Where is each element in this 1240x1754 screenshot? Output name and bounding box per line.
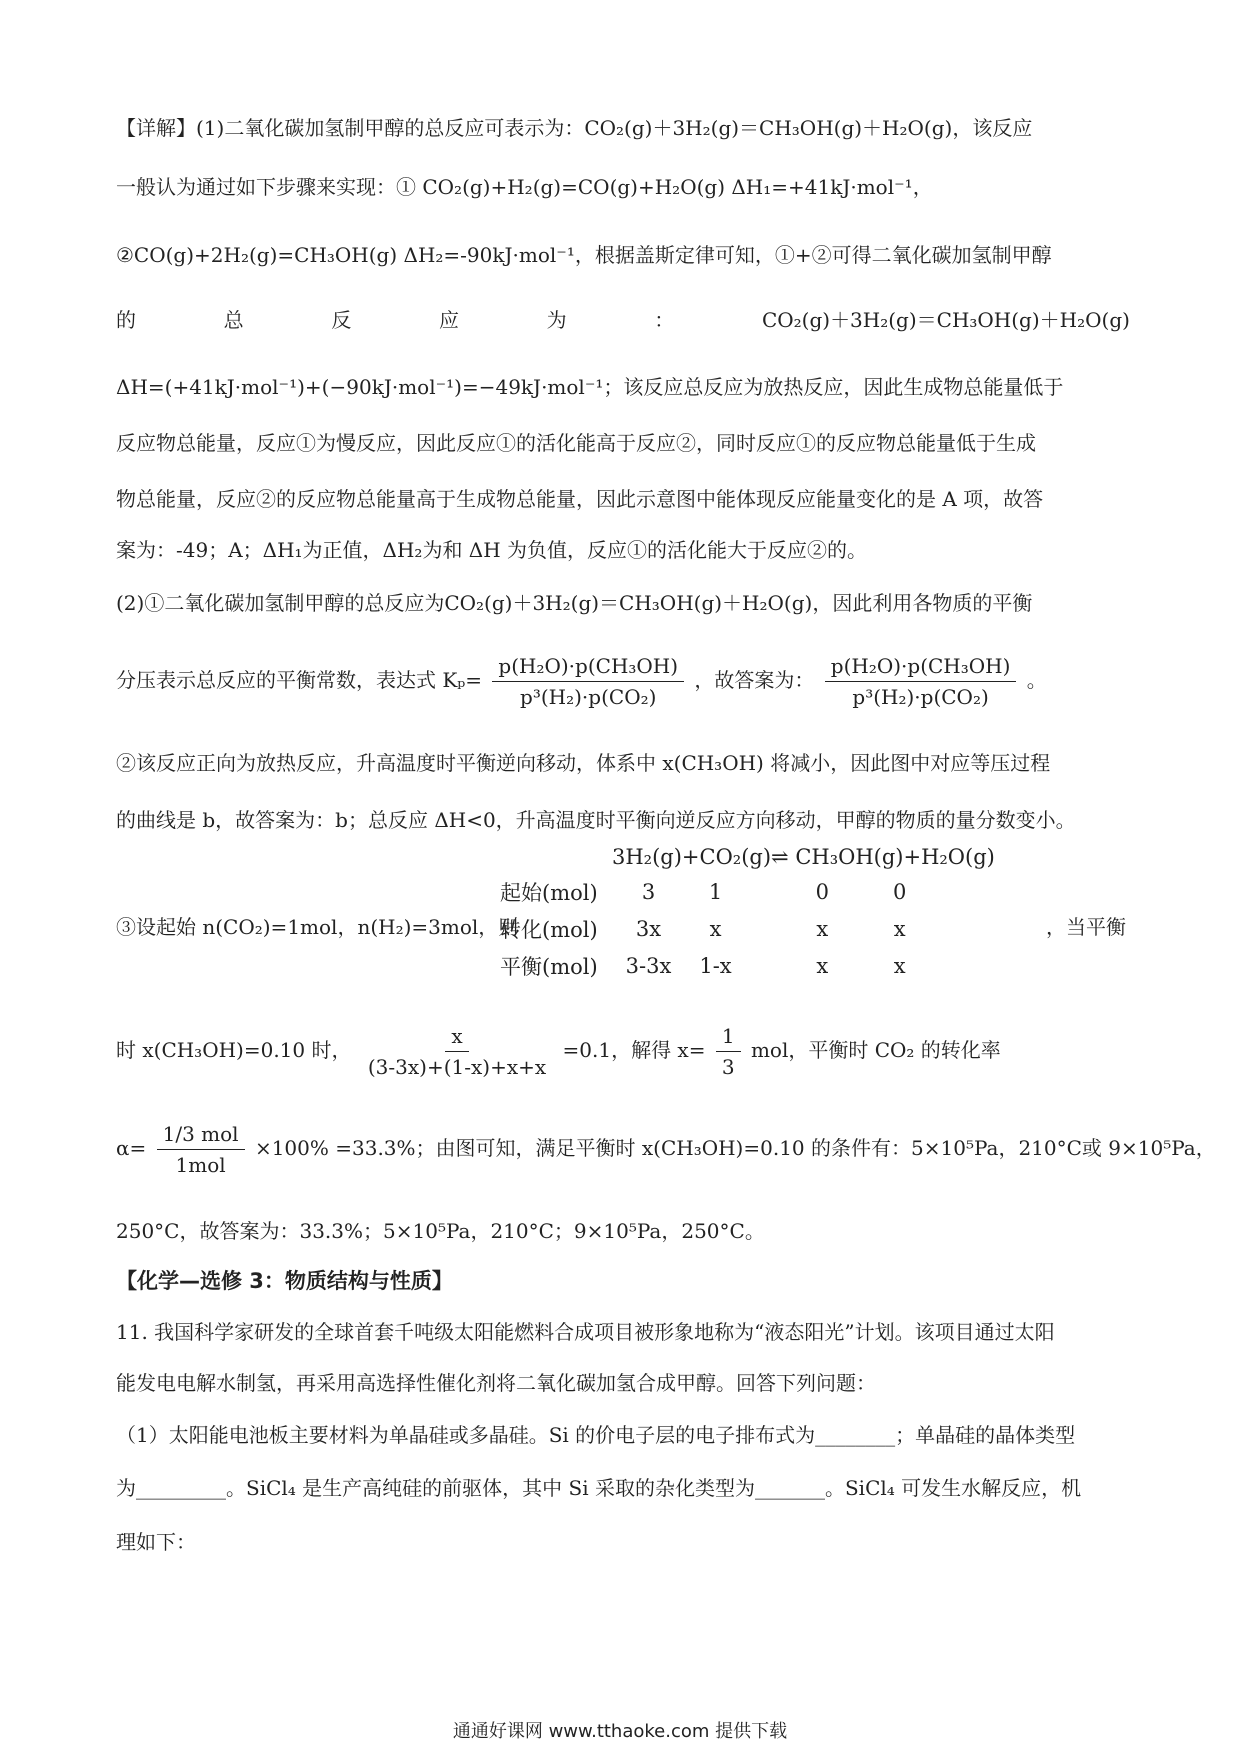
- text-span: ，故答案为：: [694, 668, 815, 692]
- text-line: 的曲线是 b，故答案为：b；总反应 ΔH<0，升高温度时平衡向逆反应方向移动，甲醇的物质的量分数变小。: [116, 808, 1076, 832]
- kp-denominator: p³(H₂)·p(CO₂): [852, 685, 989, 709]
- kp-fraction-answer: [825, 653, 1017, 710]
- text-line: ②CO(g)+2H₂(g)=CH₃OH(g) ΔH₂=-90kJ·mol⁻¹，根据盖斯定律可知，①+②可得二氧化碳加氢制甲醇: [116, 243, 1052, 267]
- row-label: 转化(mol): [500, 917, 598, 942]
- section-heading: 【化学—选修 3：物质结构与性质】: [116, 1269, 453, 1293]
- table-cell: 1: [708, 879, 723, 904]
- mole-fraction: [362, 1023, 552, 1080]
- text-line: 物总能量，反应②的反应物总能量高于生成物总能量，因此示意图中能体现反应能量变化的是 A 项，故答: [116, 487, 1044, 511]
- text-line: 为_________。SiCl₄ 是生产高纯硅的前驱体，其中 Si 采取的杂化类型为_______。SiCl₄ 可发生水解反应，机: [116, 1476, 1082, 1500]
- text-line: （1）太阳能电池板主要材料为单晶硅或多晶硅。Si 的价电子层的电子排布式为________；单晶硅的晶体类型: [116, 1423, 1076, 1447]
- spread-word: 反: [331, 308, 352, 332]
- text-line: 案为：-49；A；ΔH₁为正值，ΔH₂为和 ΔH 为负值，反应①的活化能大于反应②的。: [116, 538, 868, 562]
- table-cell: 3: [641, 879, 656, 904]
- row-label: 平衡(mol): [500, 954, 598, 979]
- ice-equation: 3H₂(g)+CO₂(g)⇌ CH₃OH(g)+H₂O(g): [612, 845, 995, 869]
- table-row: [500, 873, 920, 910]
- table-cell: x: [816, 916, 829, 941]
- text-line: 11. 我国科学家研发的全球首套千吨级太阳能燃料合成项目被形象地称为“液态阳光”计划。该项目通过太阳: [116, 1320, 1055, 1344]
- spread-word: 总: [223, 308, 244, 332]
- text-line-kp: [116, 650, 1130, 710]
- text-line-spread: [116, 305, 1130, 335]
- fraction-numerator: 1/3 mol: [157, 1121, 245, 1150]
- text-line: 【详解】(1)二氧化碳加氢制甲醇的总反应可表示为：CO₂(g)＋3H₂(g)＝CH₃OH(g)＋H₂O(g)，该反应: [116, 116, 1033, 140]
- fraction-denominator: 1mol: [175, 1153, 226, 1177]
- text-line: 能发电电解水制氢，再采用高选择性催化剂将二氧化碳加氢合成甲醇。回答下列问题：: [116, 1371, 876, 1395]
- x-value-fraction: [716, 1023, 741, 1080]
- kp-fraction: [492, 653, 684, 710]
- text-line: ，当平衡: [1046, 915, 1126, 939]
- text-span: mol，平衡时 CO₂ 的转化率: [750, 1038, 1001, 1062]
- text-line-conversion: [116, 1118, 1216, 1178]
- spread-word: 应: [438, 308, 459, 332]
- text-line: ②该反应正向为放热反应，升高温度时平衡逆向移动，体系中 x(CH₃OH) 将减小，因此图中对应等压过程: [116, 751, 1051, 775]
- spread-word: ：: [654, 308, 675, 332]
- spread-equation: CO₂(g)＋3H₂(g)＝CH₃OH(g)＋H₂O(g): [761, 308, 1130, 332]
- text-span: 。: [1026, 668, 1047, 692]
- table-cell: x: [893, 916, 906, 941]
- kp-denominator: p³(H₂)·p(CO₂): [520, 685, 657, 709]
- page-footer: 通通好课网 www.tthaoke.com 提供下载: [452, 1721, 788, 1742]
- kp-numerator: p(H₂O)·p(CH₃OH): [825, 653, 1017, 682]
- table-cell: 0: [815, 879, 830, 904]
- table-cell: x: [893, 953, 906, 978]
- text-line: 反应物总能量，反应①为慢反应，因此反应①的活化能高于反应②，同时反应①的反应物总能量低于生成: [116, 431, 1036, 455]
- table-cell: x: [816, 953, 829, 978]
- text-line: ΔH=(+41kJ·mol⁻¹)+(−90kJ·mol⁻¹)=−49kJ·mol⁻¹；该反应总反应为放热反应，因此生成物总能量低于: [116, 375, 1064, 399]
- text-line: 250°C，故答案为：33.3%；5×10⁵Pa，210°C；9×10⁵Pa，250°C。: [116, 1219, 765, 1243]
- text-span: =0.1，解得 x=: [562, 1038, 706, 1062]
- fraction-numerator: 1: [716, 1023, 741, 1052]
- spread-word: 为: [546, 308, 567, 332]
- table-cell: 1-x: [699, 953, 732, 978]
- text-line: 一般认为通过如下步骤来实现：① CO₂(g)+H₂(g)=CO(g)+H₂O(g) ΔH₁=+41kJ·mol⁻¹，: [116, 175, 933, 199]
- fraction-denominator: (3-3x)+(1-x)+x+x: [367, 1055, 547, 1079]
- text-span: 分压表示总反应的平衡常数，表达式 Kₚ=: [116, 668, 483, 692]
- fraction-denominator: 3: [721, 1055, 735, 1079]
- spread-word: 的: [116, 308, 136, 332]
- table-row: [500, 910, 920, 947]
- text-line: ③设起始 n(CO₂)=1mol，n(H₂)=3mol，则: [116, 915, 519, 939]
- text-line: (2)①二氧化碳加氢制甲醇的总反应为CO₂(g)＋3H₂(g)＝CH₃OH(g)＋H₂O(g)，因此利用各物质的平衡: [116, 591, 1033, 615]
- table-cell: 0: [893, 879, 907, 904]
- table-cell: x: [709, 916, 722, 941]
- ice-grid: [500, 873, 920, 984]
- text-span: α=: [116, 1136, 147, 1160]
- text-span: 时 x(CH₃OH)=0.10 时，: [116, 1038, 352, 1062]
- conversion-fraction: [157, 1121, 245, 1178]
- table-cell: 3-3x: [625, 953, 672, 978]
- table-cell: 3x: [635, 916, 662, 941]
- text-line-fraction: [116, 1020, 1130, 1080]
- row-label: 起始(mol): [500, 880, 598, 905]
- ice-table: [500, 845, 995, 984]
- table-row: [500, 947, 920, 984]
- fraction-numerator: x: [445, 1023, 468, 1052]
- kp-numerator: p(H₂O)·p(CH₃OH): [492, 653, 684, 682]
- text-line: 理如下：: [116, 1530, 196, 1554]
- text-span: ×100% =33.3%；由图可知，满足平衡时 x(CH₃OH)=0.10 的条件有：5×10⁵Pa，210°C或 9×10⁵Pa，: [254, 1136, 1216, 1160]
